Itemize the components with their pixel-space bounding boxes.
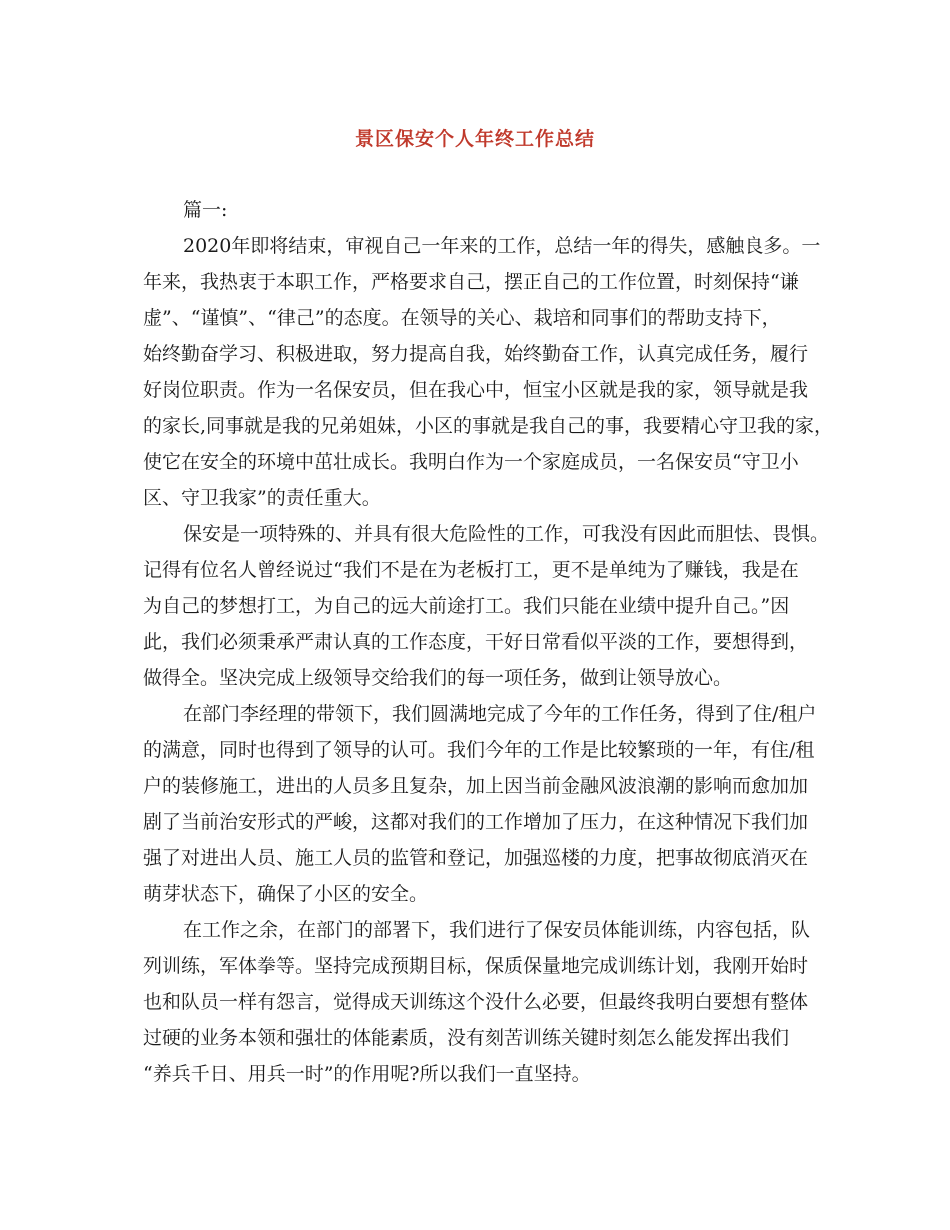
paragraph-line: 过硬的业务本领和强壮的体能素质，没有刻苦训练关键时刻怎么能发挥出我们 — [143, 1027, 790, 1049]
paragraph-line: 列训练，军体拳等。坚持完成预期目标，保质保量地完成训练计划，我刚开始时 — [143, 955, 809, 977]
paragraph-line: 为自己的梦想打工，为自己的远大前途打工。我们只能在业绩中提升自己。”因 — [143, 595, 790, 617]
paragraph-line: 记得有位名人曾经说过“我们不是在为老板打工，更不是单纯为了赚钱，我是在 — [143, 559, 799, 581]
paragraph-line: 萌芽状态下，确保了小区的安全。 — [143, 883, 429, 905]
paragraph-line: 强了对进出人员、施工人员的监管和登记，加强巡楼的力度，把事故彻底消灭在 — [143, 847, 809, 869]
paragraph-line: 区、守卫我家”的责任重大。 — [143, 487, 381, 509]
paragraph-line: 虚”、“谨慎”、“律己”的态度。在领导的关心、栽培和同事们的帮助支持下， — [143, 307, 781, 329]
paragraph-line: 户的装修施工，进出的人员多且复杂，加上因当前金融风波浪潮的影响而愈加加 — [143, 775, 809, 797]
paragraph-line: 此，我们必须秉承严肃认真的工作态度，干好日常看似平淡的工作，要想得到， — [143, 631, 809, 653]
paragraph-line: 保安是一项特殊的、并具有很大危险性的工作，可我没有因此而胆怯、畏惧。 — [183, 523, 830, 545]
paragraph-line: 年来，我热衷于本职工作，严格要求自己，摆正自己的工作位置，时刻保持“谦 — [143, 271, 799, 293]
paragraph-line: 在工作之余，在部门的部署下，我们进行了保安员体能训练，内容包括，队 — [183, 919, 811, 941]
paragraph-line: 在部门李经理的带领下，我们圆满地完成了今年的工作任务，得到了住/租户 — [183, 703, 817, 725]
paragraph-line: 始终勤奋学习、积极进取，努力提高自我，始终勤奋工作，认真完成任务，履行 — [143, 343, 809, 365]
paragraph-line: 也和队员一样有怨言，觉得成天训练这个没什么必要，但最终我明白要想有整体 — [143, 991, 809, 1013]
paragraph-line: 剧了当前治安形式的严峻，这都对我们的工作增加了压力，在这种情况下我们加 — [143, 811, 809, 833]
paragraph-line: 使它在安全的环境中茁壮成长。我明白作为一个家庭成员，一名保安员“守卫小 — [143, 451, 799, 473]
paragraph-line: 的满意，同时也得到了领导的认可。我们今年的工作是比较繁琐的一年，有住/租 — [143, 739, 815, 761]
paragraph-line: 2020年即将结束，审视自己一年来的工作，总结一年的得失，感触良多。一 — [183, 235, 821, 257]
document-title: 景区保安个人年终工作总结 — [354, 128, 595, 150]
paragraph-line: 做得全。坚决完成上级领导交给我们的每一项任务，做到让领导放心。 — [143, 667, 733, 689]
paragraph-line: 的家长,同事就是我的兄弟姐妹，小区的事就是我自己的事，我要精心守卫我的家， — [143, 415, 834, 437]
paragraph-line: 好岗位职责。作为一名保安员，但在我心中，恒宝小区就是我的家，领导就是我 — [143, 379, 809, 401]
paragraph-line: “养兵千日、用兵一时”的作用呢?所以我们一直坚持。 — [143, 1063, 591, 1085]
section-heading: 篇一: — [183, 199, 228, 221]
